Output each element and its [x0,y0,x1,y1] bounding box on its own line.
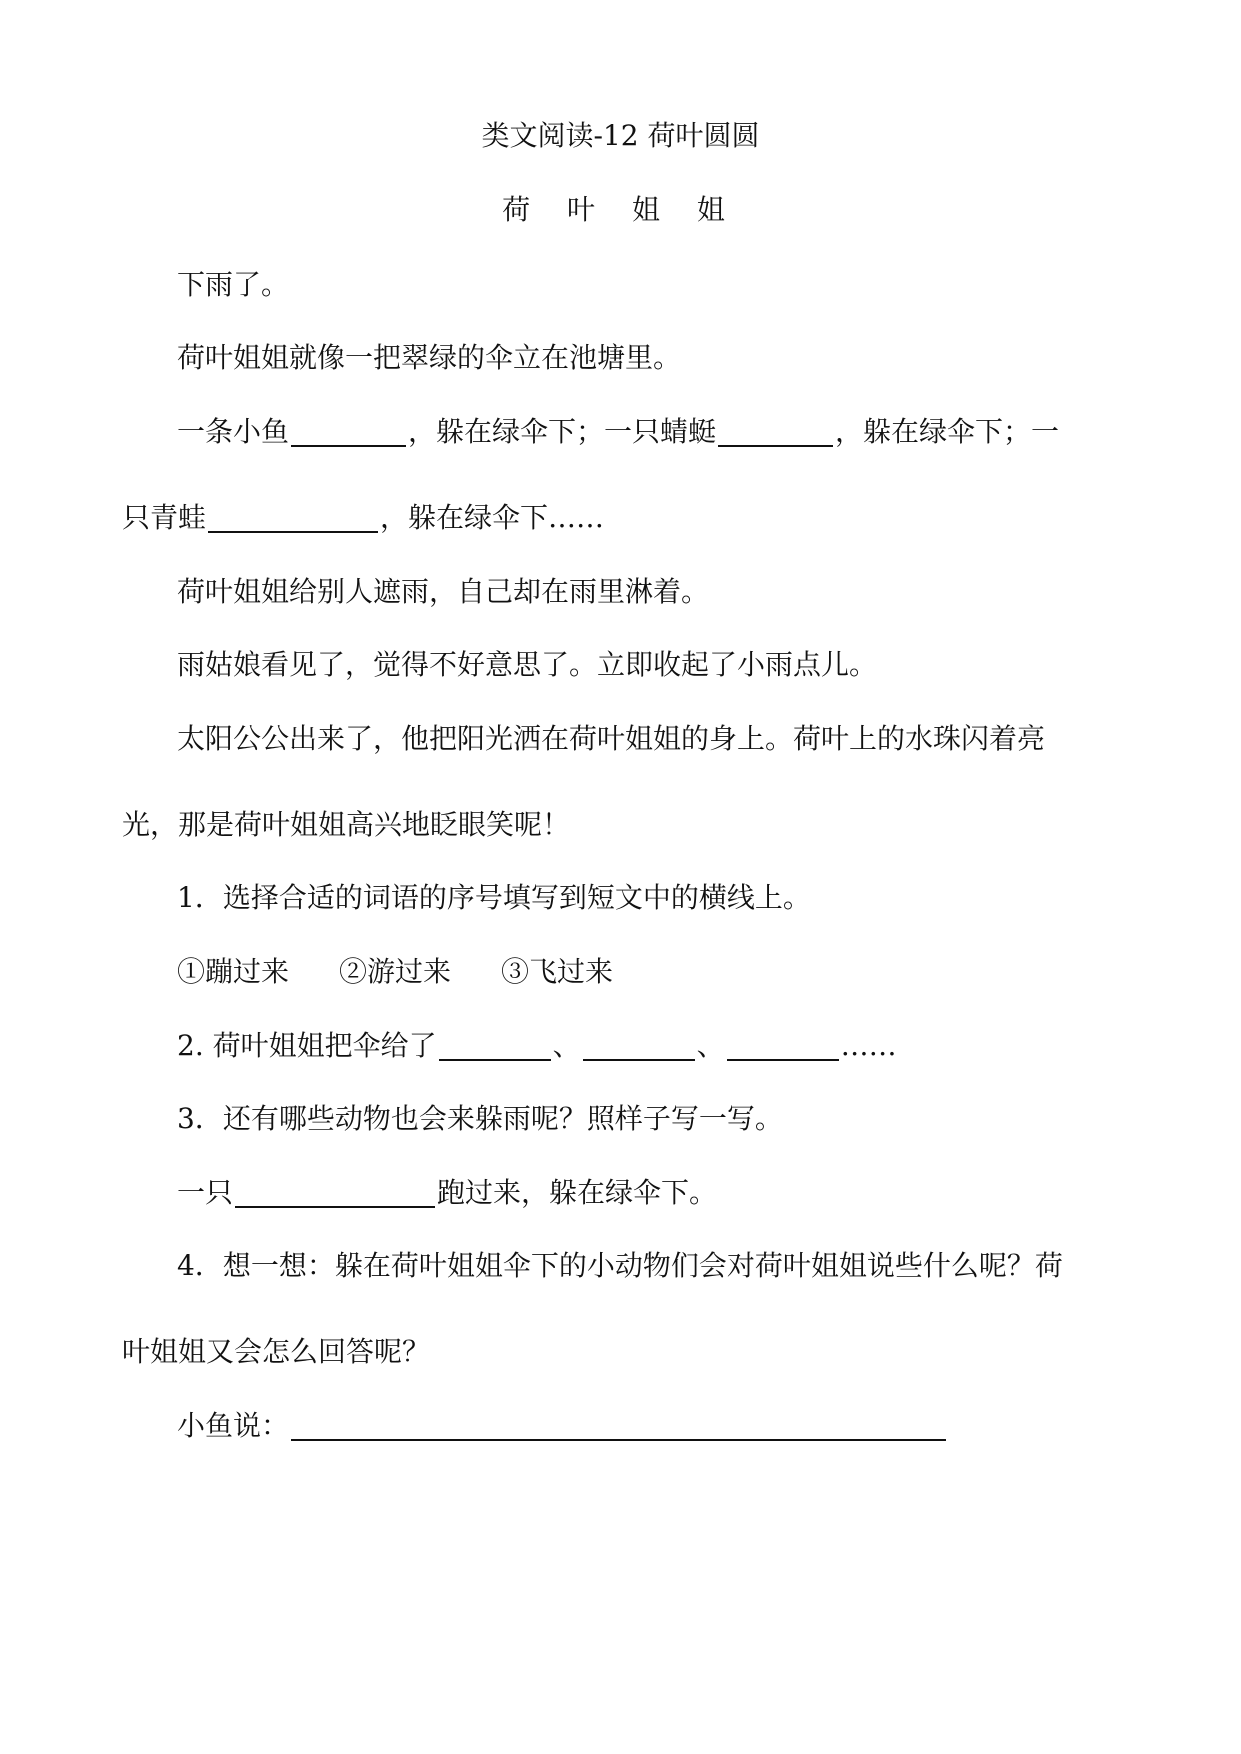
separator: 、 [552,1029,581,1062]
text-segment: 一条小鱼 [177,415,290,448]
separator: 、 [696,1029,725,1062]
frog-blank[interactable] [208,501,378,533]
text-segment: 只青蛙 [122,501,207,534]
question-4-line-2: 叶姐姐又会怎么回答呢？ [122,1335,431,1368]
option-1: ①蹦过来 [177,955,290,988]
dragonfly-blank[interactable] [718,415,833,447]
passage-paragraph-2: 荷叶姐姐就像一把翠绿的伞立在池塘里。 [177,341,682,374]
question-1: 1．选择合适的词语的序号填写到短文中的横线上。 [177,881,811,914]
passage-paragraph-6-line-2: 光，那是荷叶姐姐高兴地眨眼笑呢！ [122,808,571,841]
answer-blank-3[interactable] [727,1029,839,1061]
animal-blank[interactable] [235,1176,435,1208]
passage-title: 荷 叶 姐 姐 [502,193,739,226]
question-4-answer [177,1406,948,1446]
passage-paragraph-3-line-1 [177,412,1059,452]
text-segment: 一只 [177,1176,234,1209]
passage-paragraph-4: 荷叶姐姐给别人遮雨，自己却在雨里淋着。 [177,575,710,608]
little-fish-answer-blank[interactable] [291,1409,946,1441]
text-segment: 小鱼说： [177,1409,290,1442]
passage-paragraph-5: 雨姑娘看见了，觉得不好意思了。立即收起了小雨点儿。 [177,648,878,681]
question-2 [177,1026,897,1066]
question-3: 3．还有哪些动物也会来躲雨呢？照样子写一写。 [177,1102,783,1135]
answer-blank-2[interactable] [583,1029,695,1061]
passage-paragraph-1: 下雨了。 [177,268,290,301]
text-segment: ，躲在绿伞下；一只蜻蜓 [408,415,717,448]
text-segment: ，躲在绿伞下…… [380,501,605,534]
text-segment: 跑过来，躲在绿伞下。 [437,1176,718,1209]
text-segment: 2. 荷叶姐姐把伞给了 [177,1029,437,1062]
question-1-options [177,952,613,992]
answer-blank-1[interactable] [439,1029,551,1061]
page-title: 类文阅读-12 荷叶圆圆 [481,119,760,152]
passage-paragraph-6-line-1: 太阳公公出来了，他把阳光洒在荷叶姐姐的身上。荷叶上的水珠闪着亮 [177,722,1046,755]
ellipsis: …… [840,1029,897,1062]
fish-blank[interactable] [291,415,406,447]
passage-paragraph-3-line-2 [122,498,604,538]
option-2: ②游过来 [339,955,452,988]
option-3: ③飞过来 [501,955,614,988]
text-segment: ，躲在绿伞下；一 [835,415,1060,448]
question-3-example [177,1173,717,1213]
question-4-line-1: 4．想一想：躲在荷叶姐姐伞下的小动物们会对荷叶姐姐说些什么呢？荷 [177,1249,1063,1282]
